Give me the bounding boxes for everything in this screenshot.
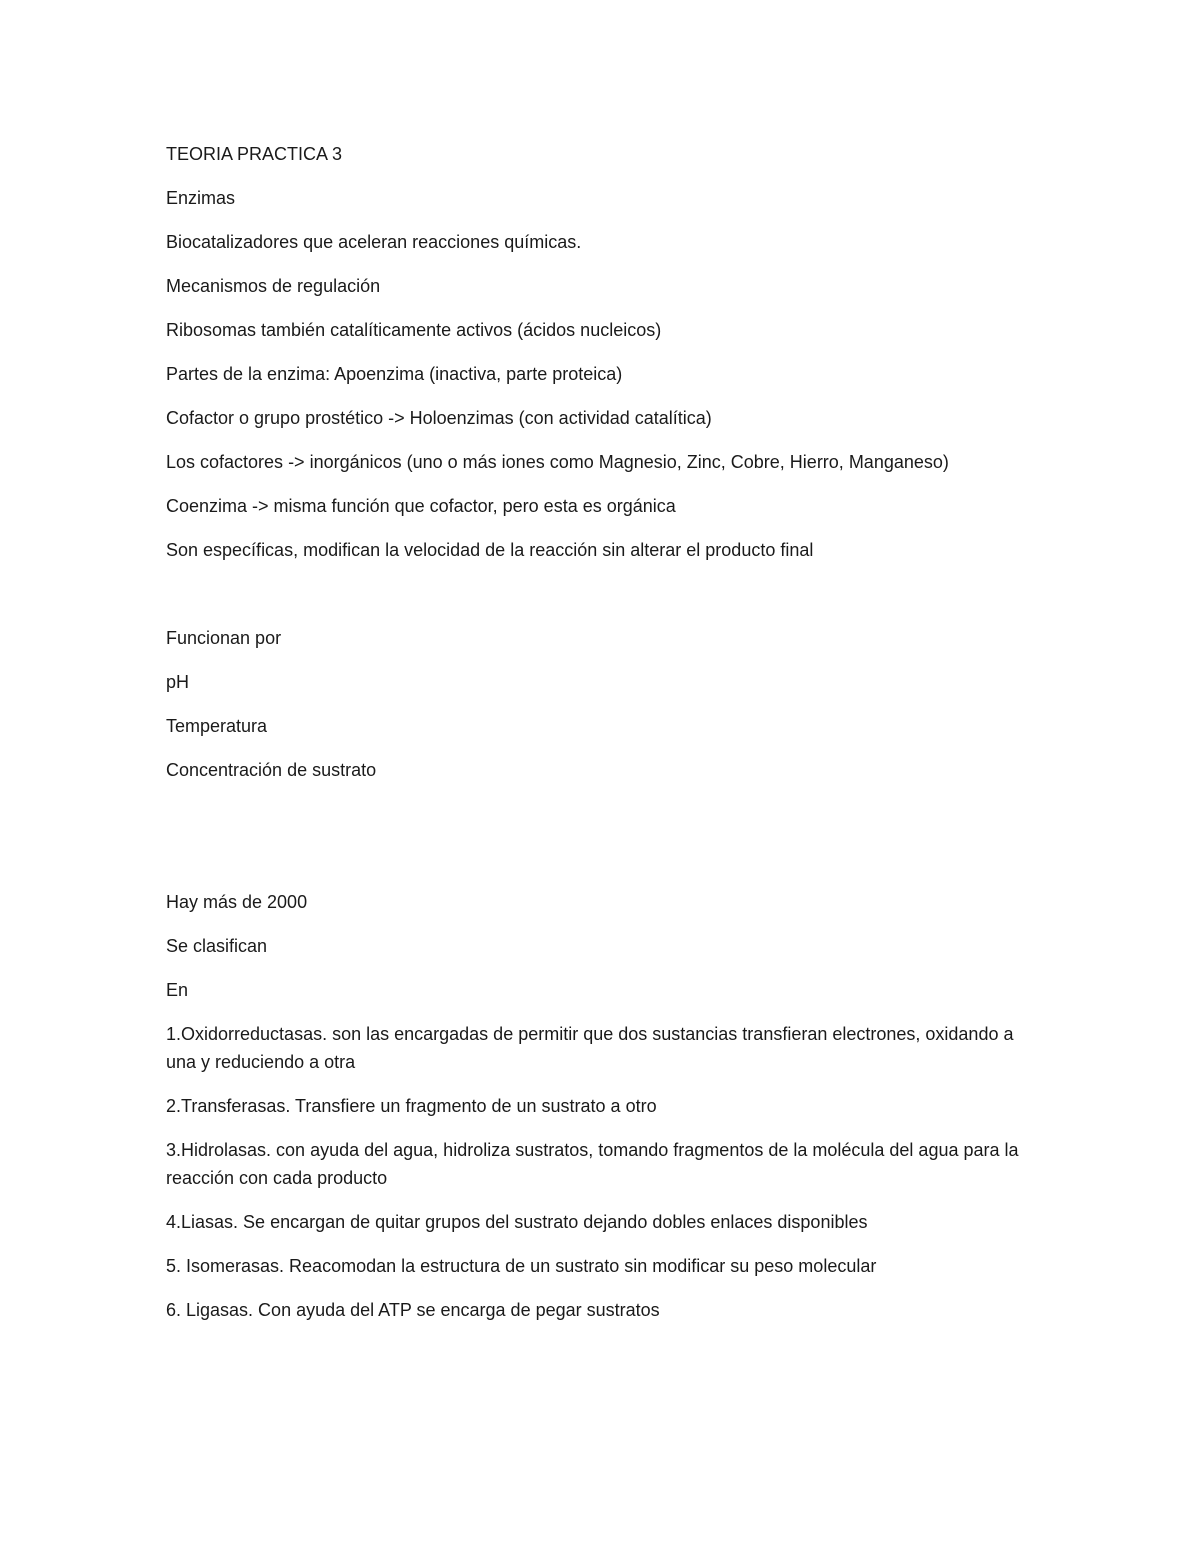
list-item: Temperatura — [166, 716, 268, 736]
paragraph: Ribosomas también catalíticamente activos (ácidos nucleicos) — [166, 320, 662, 340]
enzyme-class-item: 5. Isomerasas. Reacomodan la estructura de un sustrato sin modificar su peso molecular — [166, 1256, 877, 1276]
paragraph: Hay más de 2000 — [166, 892, 308, 912]
document-title: TEORIA PRACTICA 3 — [166, 144, 343, 164]
enzyme-class-item: 3.Hidrolasas. con ayuda del agua, hidroliza sustratos, tomando fragmentos de la molécula del agua para la reacción con cada producto — [166, 1140, 1019, 1188]
paragraph: Coenzima -> misma función que cofactor, pero esta es orgánica — [166, 496, 676, 516]
paragraph: Son específicas, modifican la velocidad de la reacción sin alterar el producto final — [166, 540, 814, 560]
section-heading-funcionan: Funcionan por — [166, 628, 282, 648]
paragraph: Los cofactores -> inorgánicos (uno o más iones como Magnesio, Zinc, Cobre, Hierro, Manganeso) — [166, 452, 949, 472]
paragraph: Se clasifican — [166, 936, 268, 956]
section-heading-enzimas: Enzimas — [166, 188, 236, 208]
blank-lines — [166, 800, 1046, 888]
paragraph: Biocatalizadores que aceleran reacciones químicas. — [166, 232, 582, 252]
list-item: pH — [166, 672, 190, 692]
enzyme-class-item: 4.Liasas. Se encargan de quitar grupos del sustrato dejando dobles enlaces disponibles — [166, 1212, 868, 1232]
enzyme-class-item: 2.Transferasas. Transfiere un fragmento de un sustrato a otro — [166, 1096, 657, 1116]
enzyme-class-item: 1.Oxidorreductasas. son las encargadas de permitir que dos sustancias transfieran electrones, oxidando a una y reduciendo a otra — [166, 1024, 1014, 1072]
paragraph: Cofactor o grupo prostético -> Holoenzimas (con actividad catalítica) — [166, 408, 712, 428]
blank-line — [166, 580, 1046, 624]
enzyme-class-item: 6. Ligasas. Con ayuda del ATP se encarga de pegar sustratos — [166, 1300, 660, 1320]
paragraph: Partes de la enzima: Apoenzima (inactiva, parte proteica) — [166, 364, 623, 384]
paragraph: Mecanismos de regulación — [166, 276, 381, 296]
paragraph: En — [166, 980, 189, 1000]
list-item: Concentración de sustrato — [166, 760, 377, 780]
document-body — [166, 140, 1046, 1340]
